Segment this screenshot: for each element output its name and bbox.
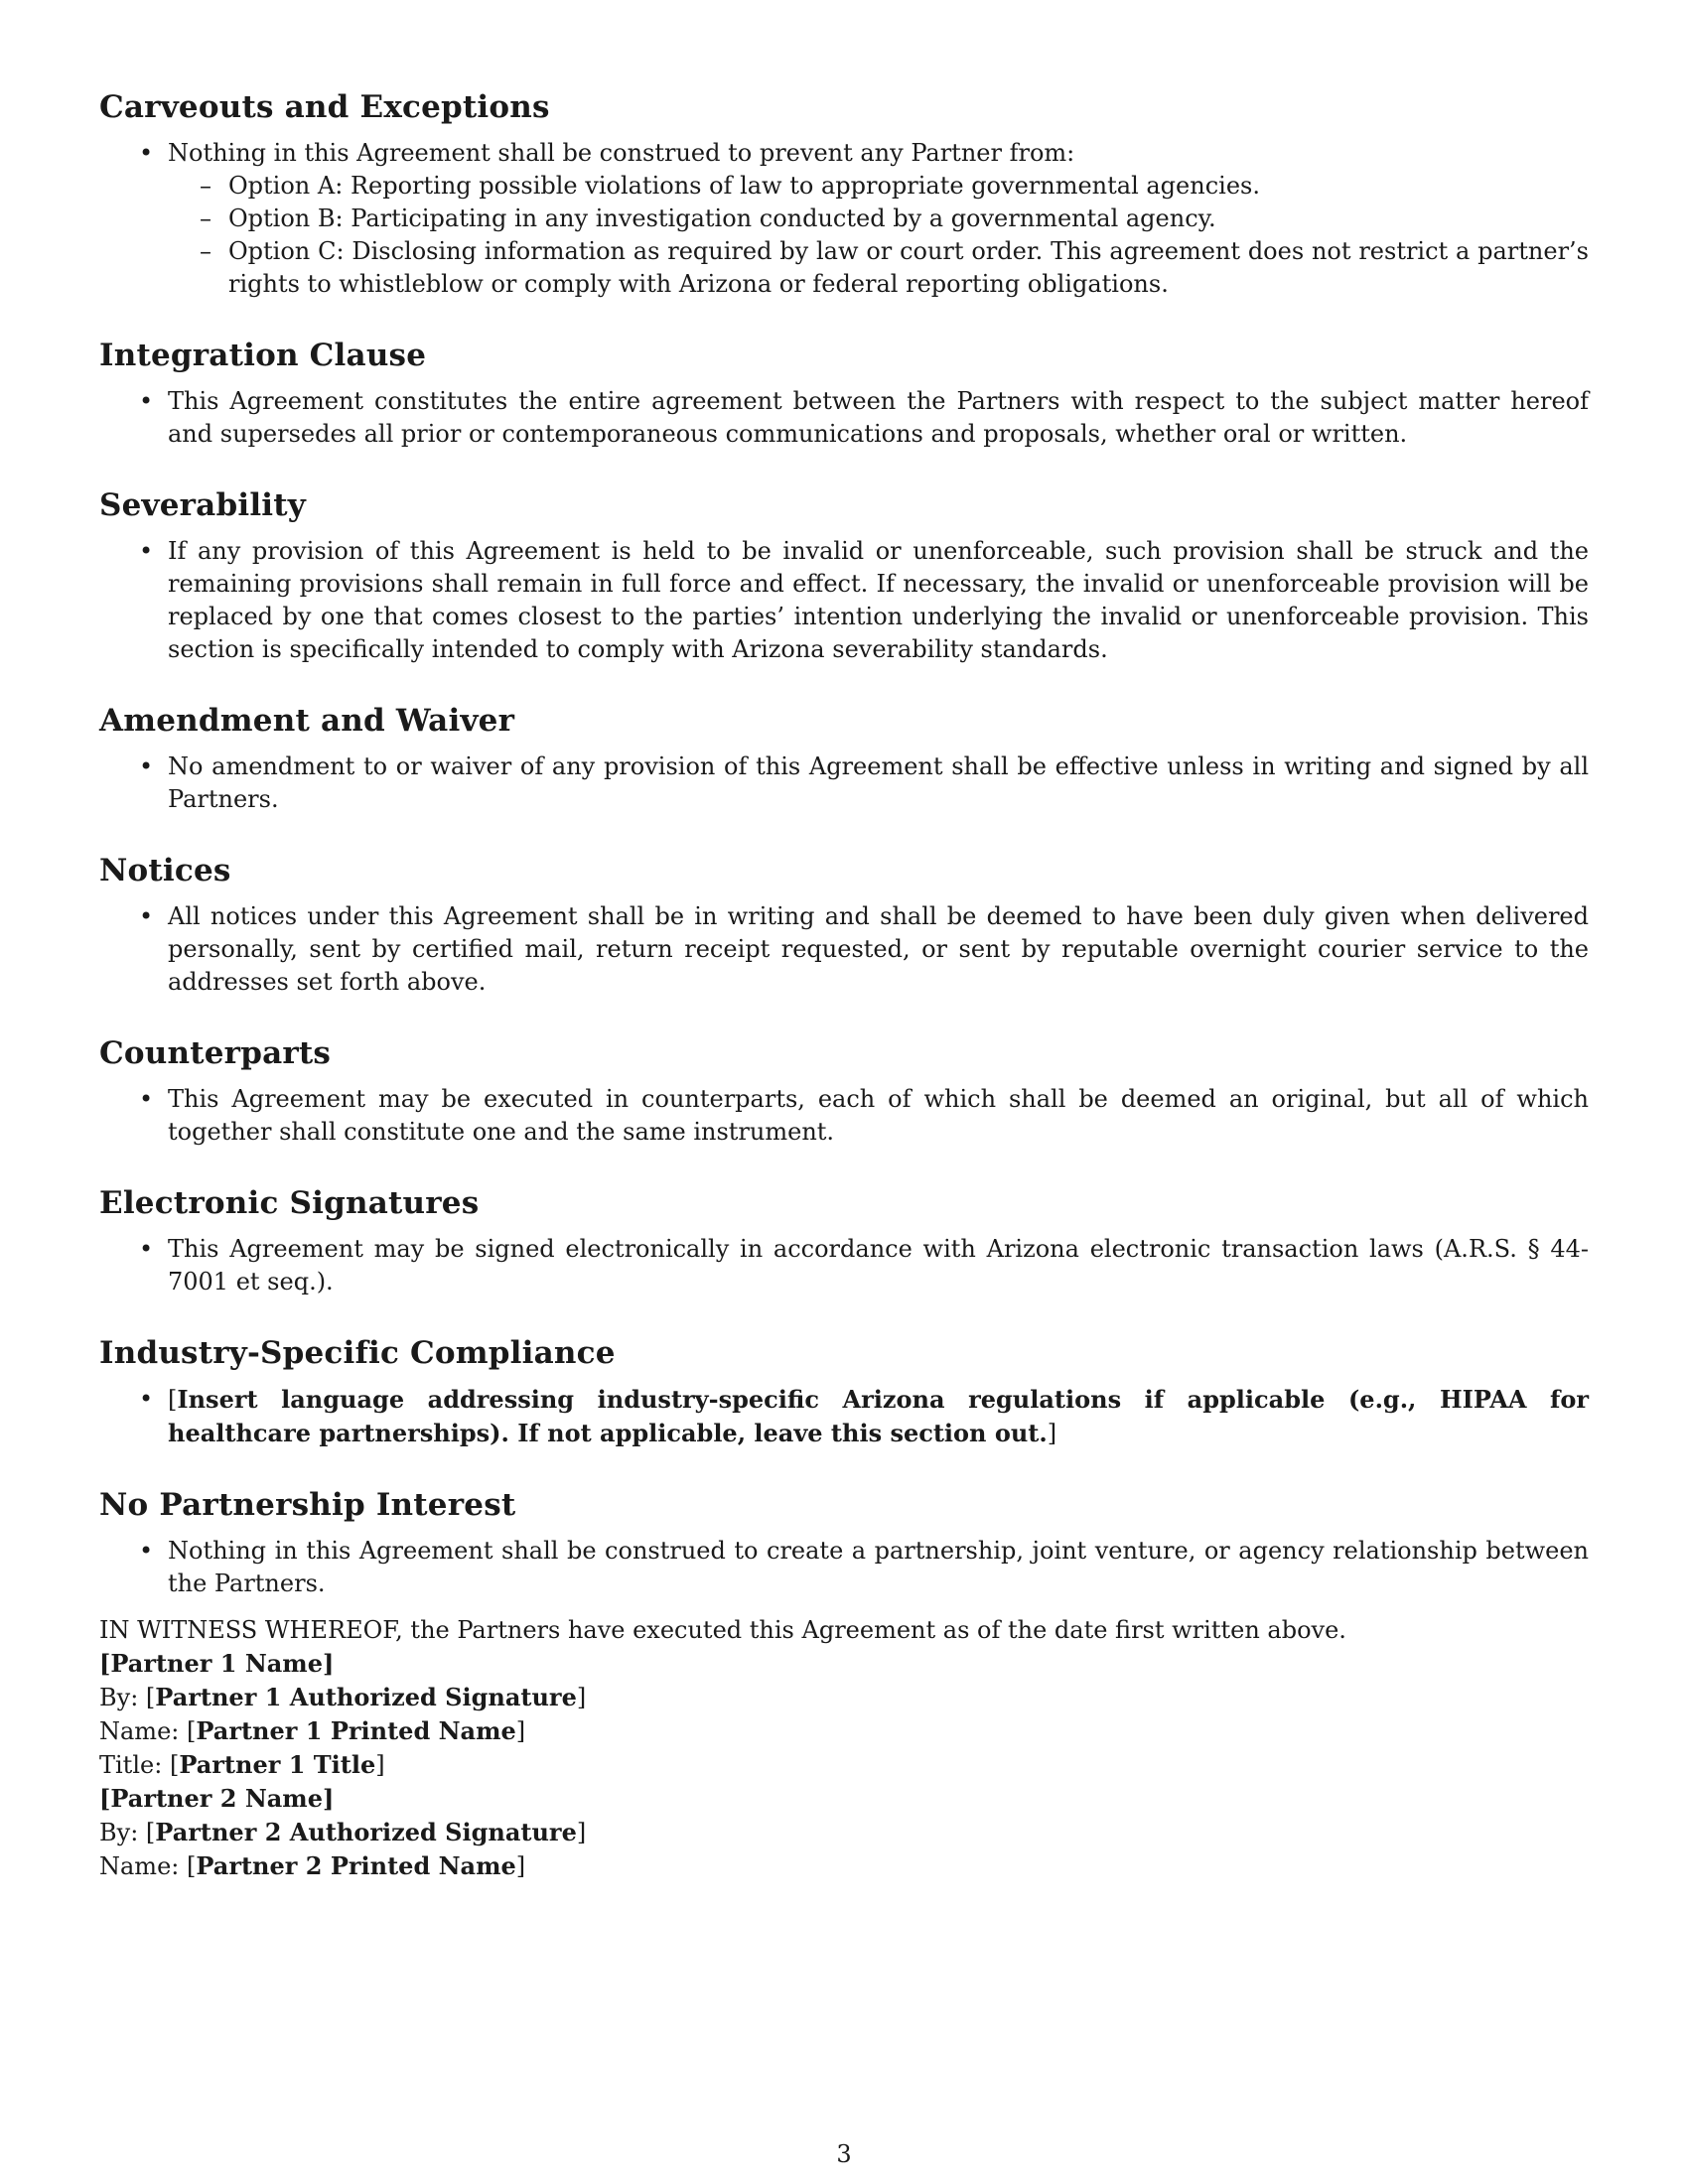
- section-integration-clause: [99, 336, 1589, 451]
- bullet-list: [99, 1233, 1589, 1298]
- section-severability: [99, 485, 1589, 666]
- document-page: [99, 87, 1589, 1883]
- partner1-by-line: [99, 1681, 1589, 1714]
- bracket-close: ]: [576, 1819, 587, 1846]
- sub-list: [168, 170, 1589, 301]
- signature-block: [99, 1647, 1589, 1883]
- bracket-close: ]: [1047, 1420, 1057, 1447]
- partner1-signature-placeholder: Partner 1 Authorized Signature: [155, 1683, 577, 1711]
- list-item: [99, 1383, 1589, 1450]
- bullet-list: [99, 900, 1589, 999]
- option-a-text: Option A: Reporting possible violations of law to appropriate governmental agencies.: [228, 172, 1260, 200]
- option-b-text: Option B: Participating in any investigation conducted by a governmental agency.: [228, 205, 1216, 232]
- partner2-by-line: [99, 1816, 1589, 1849]
- bullet-list: [99, 1083, 1589, 1149]
- bracket-close: ]: [322, 1784, 335, 1813]
- bracket-open: [: [145, 1819, 156, 1846]
- section-industry-compliance: [99, 1333, 1589, 1450]
- section-heading: Counterparts: [99, 1035, 332, 1071]
- bullet-icon: •: [139, 139, 154, 167]
- witness-statement: IN WITNESS WHEREOF, the Partners have executed this Agreement as of the date first written above.: [99, 1616, 1346, 1644]
- section-carveouts: [99, 87, 1589, 301]
- bullet-list: [99, 535, 1589, 666]
- bracket-open: [: [168, 1386, 178, 1414]
- bracket-open: [: [187, 1852, 197, 1880]
- section-counterparts: [99, 1033, 1589, 1149]
- sub-list-item: [168, 170, 1589, 203]
- list-item: [99, 535, 1589, 666]
- page-number: 3: [836, 2140, 852, 2168]
- list-item-text: This Agreement may be executed in counterparts, each of which shall be deemed an original, but all of which together shall constitute one and the same instrument.: [168, 1085, 1589, 1146]
- bullet-list: [99, 751, 1589, 816]
- bullet-icon: •: [139, 1537, 154, 1565]
- partner1-printed-name-placeholder: Partner 1 Printed Name: [196, 1716, 516, 1745]
- list-item: [99, 1535, 1589, 1600]
- name-label: Name:: [99, 1717, 180, 1745]
- partner1-printed-name-line: [99, 1714, 1589, 1748]
- section-heading: Integration Clause: [99, 338, 427, 373]
- list-item-text: Nothing in this Agreement shall be construed to create a partnership, joint venture, or agency relationship between the Partners.: [168, 1537, 1589, 1597]
- bracket-open: [: [99, 1649, 111, 1678]
- bullet-list: [99, 137, 1589, 301]
- bracket-open: [: [187, 1717, 197, 1745]
- section-electronic-signatures: [99, 1183, 1589, 1298]
- bracket-close: ]: [515, 1852, 526, 1880]
- bullet-list: [99, 1535, 1589, 1600]
- partner2-signature-placeholder: Partner 2 Authorized Signature: [155, 1818, 577, 1846]
- partner2-printed-name-line: [99, 1849, 1589, 1883]
- section-notices: [99, 851, 1589, 999]
- section-heading: Industry-Specific Compliance: [99, 1335, 616, 1371]
- list-item: [99, 1233, 1589, 1298]
- bullet-icon: •: [139, 1085, 154, 1113]
- bullet-icon: •: [139, 1235, 154, 1263]
- section-amendment-waiver: [99, 701, 1589, 816]
- list-item-text: All notices under this Agreement shall be in writing and shall be deemed to have been duly given when delivered personally, sent by certified mail, return receipt requested, or sent by reputable overnight courier service to the addresses set forth above.: [168, 902, 1589, 996]
- section-heading: Amendment and Waiver: [99, 703, 515, 739]
- bullet-icon: •: [139, 752, 154, 780]
- by-label: By:: [99, 1819, 139, 1846]
- section-heading: Notices: [99, 853, 231, 888]
- bullet-list: [99, 1383, 1589, 1450]
- bracket-close: ]: [515, 1717, 526, 1745]
- partner2-printed-name-placeholder: Partner 2 Printed Name: [196, 1851, 516, 1880]
- dash-icon: –: [200, 172, 211, 200]
- list-item: [99, 751, 1589, 816]
- dash-icon: –: [200, 205, 211, 232]
- name-label: Name:: [99, 1852, 180, 1880]
- section-no-partnership-interest: [99, 1485, 1589, 1600]
- list-item-text: Nothing in this Agreement shall be construed to prevent any Partner from:: [168, 139, 1075, 167]
- bullet-icon: •: [139, 387, 154, 415]
- list-item: [99, 137, 1589, 301]
- partner1-name-placeholder: Partner 1 Name: [110, 1649, 323, 1678]
- sub-list-item: [168, 235, 1589, 301]
- partner1-name-line: [99, 1647, 1589, 1681]
- bracket-close: ]: [576, 1684, 587, 1711]
- section-heading: Electronic Signatures: [99, 1185, 480, 1221]
- section-heading: Severability: [99, 487, 307, 523]
- list-item: [99, 1083, 1589, 1149]
- sub-list-item: [168, 203, 1589, 235]
- section-heading: No Partnership Interest: [99, 1487, 516, 1523]
- list-item-text: This Agreement may be signed electronically in accordance with Arizona electronic transaction laws (A.R.S. § 44-7001 et seq.).: [168, 1235, 1589, 1296]
- bullet-list: [99, 385, 1589, 451]
- partner2-name-placeholder: Partner 2 Name: [110, 1784, 323, 1813]
- list-item: [99, 900, 1589, 999]
- partner1-title-line: [99, 1748, 1589, 1782]
- bracket-open: [: [145, 1684, 156, 1711]
- list-item-text: If any provision of this Agreement is held to be invalid or unenforceable, such provision shall be struck and the remaining provisions shall remain in full force and effect. If necessary, the invalid or unenforceable provision will be replaced by one that comes closest to the parties’ intention underlying the invalid or unenforceable provision. This section is specifically intended to comply with Arizona severability standards.: [168, 537, 1589, 663]
- bullet-icon: •: [139, 537, 154, 565]
- partner2-name-line: [99, 1782, 1589, 1816]
- dash-icon: –: [200, 237, 211, 265]
- bracket-close: ]: [375, 1751, 385, 1779]
- bullet-icon: •: [139, 1385, 154, 1413]
- partner1-title-placeholder: Partner 1 Title: [179, 1750, 376, 1779]
- section-heading: Carveouts and Exceptions: [99, 89, 550, 125]
- bracket-open: [: [169, 1751, 180, 1779]
- placeholder-instruction: Insert language addressing industry-specific Arizona regulations if applicable (e.g., HIPAA for healthcare partnerships). If not applicable, leave this section out.: [168, 1385, 1589, 1447]
- bullet-icon: •: [139, 902, 154, 930]
- bracket-close: ]: [322, 1649, 335, 1678]
- title-label: Title:: [99, 1751, 163, 1779]
- list-item-text: No amendment to or waiver of any provision of this Agreement shall be effective unless in writing and signed by all Partners.: [168, 752, 1589, 813]
- by-label: By:: [99, 1684, 139, 1711]
- list-item-text: This Agreement constitutes the entire agreement between the Partners with respect to the subject matter hereof and supersedes all prior or contemporaneous communications and proposals, whether oral or written.: [168, 387, 1589, 448]
- list-item: [99, 385, 1589, 451]
- option-c-text: Option C: Disclosing information as required by law or court order. This agreement does not restrict a partner’s rights to whistleblow or comply with Arizona or federal reporting obligations.: [228, 237, 1589, 298]
- bracket-open: [: [99, 1784, 111, 1813]
